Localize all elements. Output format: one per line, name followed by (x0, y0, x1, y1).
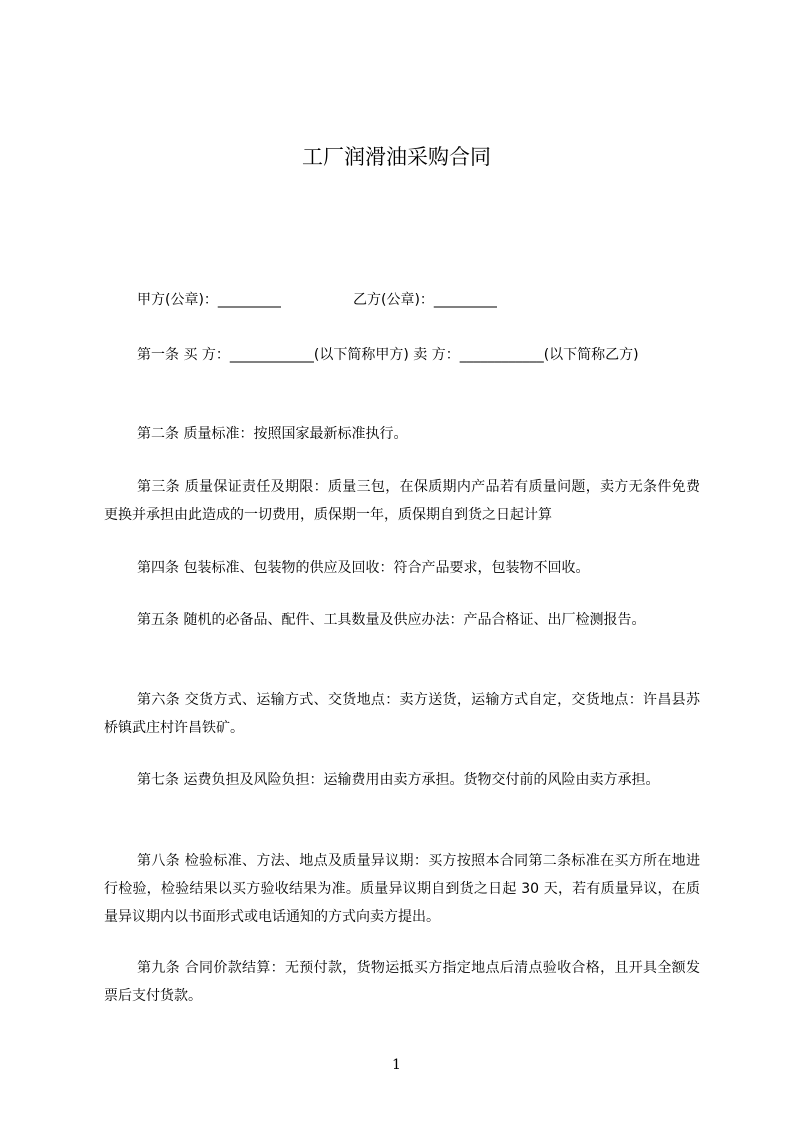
page-number: 1 (392, 1057, 401, 1073)
article-8: 第八条 检验标准、方法、地点及质量异议期：买方按照本合同第二条标准在买方所在地进行检验，检验结果以买方验收结果为准。质量异议期自到货之日起 30 天，若有质量异议，在质量异议期内以书面形式或电话通知的方式向卖方提出。 (104, 853, 700, 925)
article-1: 第一条 买 方：____________(以下简称甲方) 卖 方：____________(以下简称乙方) (137, 347, 639, 363)
article-4: 第四条 包装标准、包装物的供应及回收：符合产品要求，包装物不回收。 (137, 560, 590, 576)
party-a-seal: 甲方(公章)：_________ (137, 292, 281, 308)
party-b-seal: 乙方(公章)：_________ (353, 292, 497, 308)
article-3: 第三条 质量保证责任及期限：质量三包，在保质期内产品若有质量问题，卖方无条件免费更换并承担由此造成的一切费用，质保期一年，质保期自到货之日起计算 (104, 479, 700, 523)
article-2: 第二条 质量标准：按照国家最新标准执行。 (137, 426, 408, 442)
document-title: 工厂润滑油采购合同 (302, 145, 491, 169)
signature-line (137, 290, 497, 310)
article-7: 第七条 运费负担及风险负担：运输费用由卖方承担。货物交付前的风险由卖方承担。 (137, 772, 660, 788)
article-6: 第六条 交货方式、运输方式、交货地点：卖方送货，运输方式自定，交货地点：许昌县苏桥镇武庄村许昌铁矿。 (104, 692, 700, 736)
article-5: 第五条 随机的必备品、配件、工具数量及供应办法：产品合格证、出厂检测报告。 (137, 612, 646, 628)
article-9: 第九条 合同价款结算：无预付款，货物运抵买方指定地点后清点验收合格，且开具全额发票后支付货款。 (104, 960, 700, 1004)
